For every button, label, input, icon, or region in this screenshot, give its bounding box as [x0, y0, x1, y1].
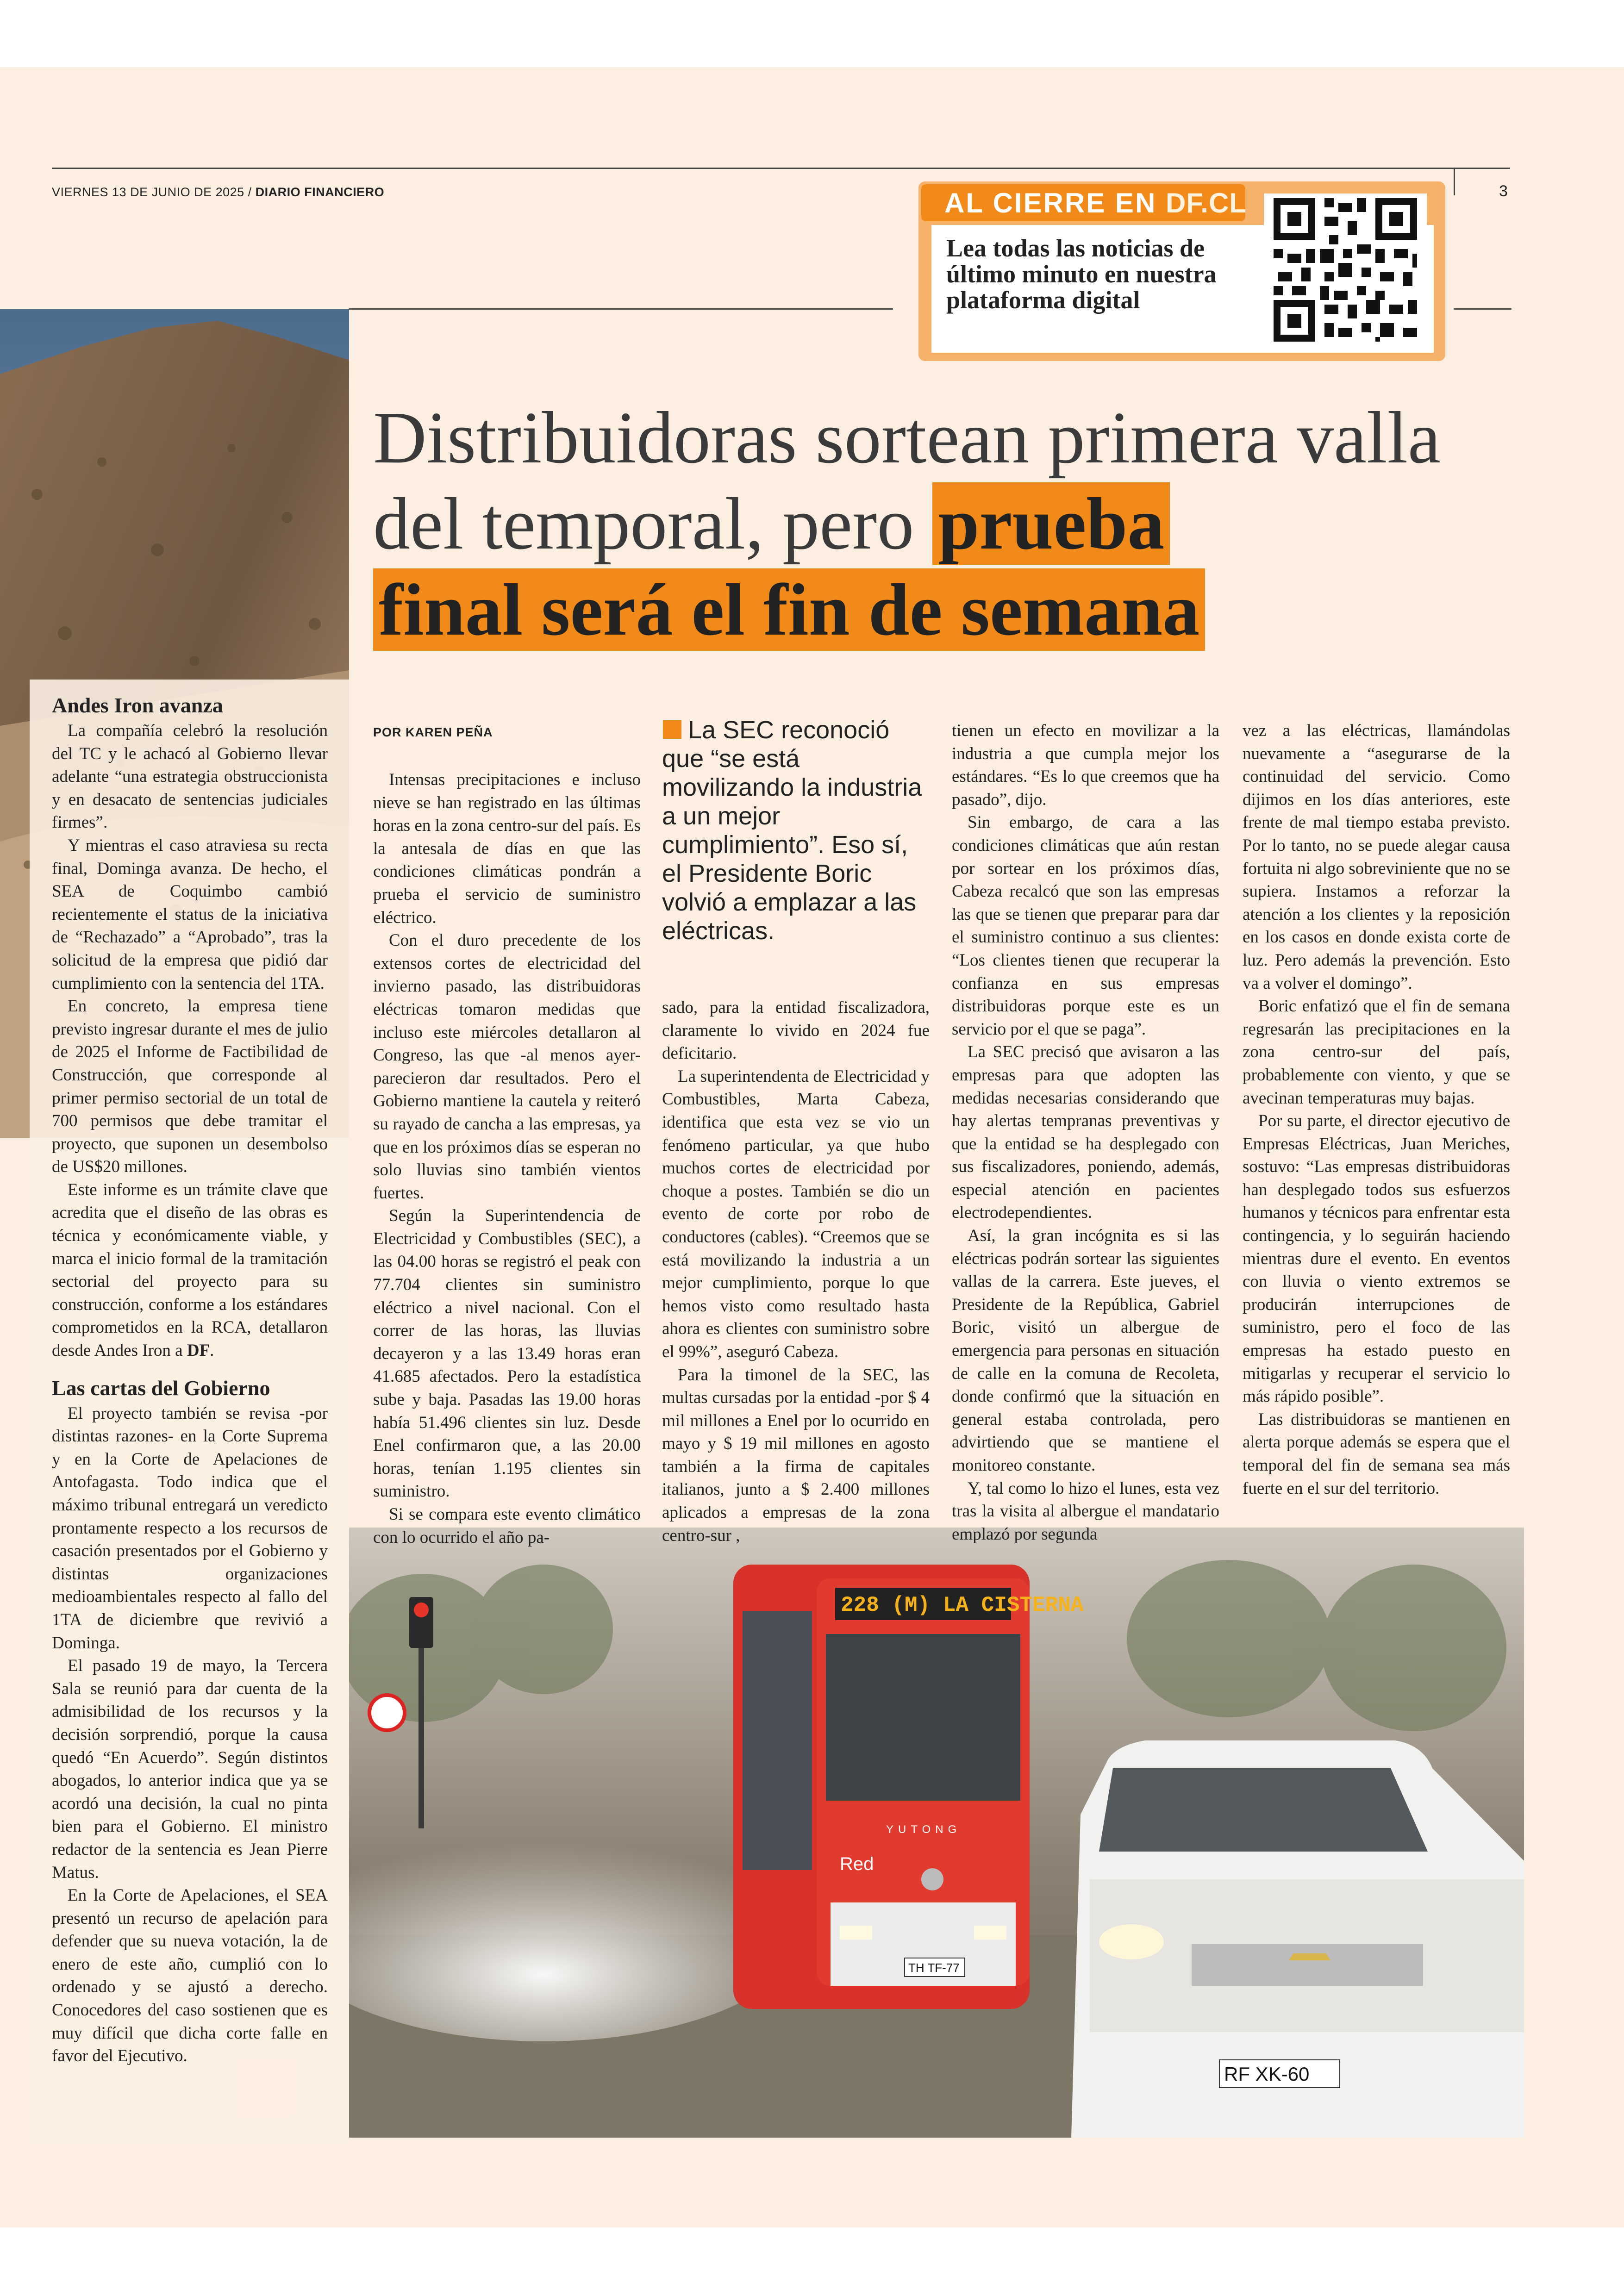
car-plate: RF XK-60: [1224, 2063, 1310, 2085]
qr-code-icon[interactable]: [1264, 193, 1427, 346]
article-paragraph: Para la timonel de la SEC, las multas cursadas por la entidad -por $ 4 mil millones a Enel por lo ocurrido en mayo y $ 19 mil millones en agosto también a la firma de capitales italianos, junto a $ 2.400 millones aplicados a empresas de la zona centro-sur ,: [662, 1365, 930, 1545]
promo-text: Lea todas las noticias de último minuto en nuestra plataforma digital: [946, 234, 1217, 314]
sidebar-paragraph: En concreto, la empresa tiene previsto ingresar durante el mes de julio de 2025 el Informe de Factibilidad de Construcción, que corresponde al primer permiso sectorial de un total de 700 permisos que debe tramitar el proyecto, que suponen un desembolso de US$20 millones.: [52, 997, 328, 1177]
pickup-truck: [1071, 1740, 1524, 2138]
bus-plate: TH TF-77: [908, 1961, 960, 1975]
sidebar-paragraph: El proyecto también se revisa -por distintas razones- en la Corte Suprema y en la Corte de Apelaciones de Antofagasta. Todo indica que el máximo tribunal entregará un veredicto prontamente respecto a los recursos de casación presentados por el Gobierno y distintas organizaciones medioambientales respecto al fallo del 1TA de diciembre que revivió a Dominga.: [52, 1403, 328, 1653]
article-column-4: [1243, 719, 1510, 1500]
bus-brand: YUTONG: [886, 1823, 962, 1836]
page-header-date: [52, 185, 384, 200]
article-paragraph: Así, la gran incógnita es si las eléctricas podrán sortear las siguientes vallas de la carrera. Este jueves, el Presidente de la República, Gabriel Boric, visitó un albergue de emergencia para personas en situación de calle en la comuna de Recoleta, donde confirmó que la situación en general estaba controlada, pero advirtiendo que se mantiene el monitoreo constante.: [952, 1226, 1219, 1475]
sidebar-heading-2: Las cartas del Gobierno: [52, 1376, 270, 1400]
article-paragraph: Sin embargo, de cara a las condiciones climáticas que aún restan por sortear en los próximos días, Cabeza recalcó que son las empresas las que se tienen que preparar para dar el suministro continuo a sus clientes: “Los clientes tienen que recuperar la confianza en sus empresas distribuidoras porque este es un servicio por el que se paga”.: [952, 813, 1219, 1039]
article-paragraph: Intensas precipitaciones e incluso nieve se han registrado en las últimas horas en la zona centro-sur del país. Es la antesala de días en que las condiciones climáticas pondrán a prueba el servicio de suministro eléctrico.: [373, 770, 641, 927]
page-number: 3: [1499, 182, 1508, 200]
page-top-margin: [0, 0, 1624, 67]
header-separator: /: [244, 185, 256, 199]
article-paragraph: Si se compara este evento climático con lo ocurrido el año pa-: [373, 1505, 641, 1547]
promo-left-rule: [349, 308, 893, 310]
header-publication: DIARIO FINANCIERO: [255, 185, 385, 199]
article-paragraph: Las distribuidoras se mantienen en alerta porque además se espera que el temporal del fin de semana sea más fuerte en el sur del territorio.: [1243, 1409, 1510, 1498]
promo-title[interactable]: [944, 187, 1247, 219]
sidebar-paragraph-text: Este informe es un trámite clave que acredita que el diseño de las obras es técnica y económicamente viable, y marca el inicio formal de la tramitación sectorial del proyecto para su construcción, conforme a los estándares comprometidos en la RCA, detallaron desde Andes Iron a: [52, 1180, 328, 1360]
header-rule: [52, 168, 1510, 169]
header-tick: [1454, 168, 1455, 195]
sidebar-paragraph: La compañía celebró la resolución del TC y le achacó al Gobierno llevar adelante “una estrategia obstruccionista y en desacato de sentencias judiciales firmes”.: [52, 721, 328, 832]
sidebar-paragraph-last: Este informe es un trámite clave que acredita que el diseño de las obras es técnica y económicamente viable, y marca el inicio formal de la tramitación sectorial del proyecto para su construcción, conforme a los estándares comprometidos en la RCA, detallaron desde Andes Iron a DF.: [52, 1180, 328, 1360]
bus-rain-photo: [349, 1528, 1524, 2138]
article-column-3: [952, 719, 1219, 1546]
promo-title-prefix: AL CIERRE EN: [944, 187, 1166, 218]
headline-highlight-1: prueba: [932, 482, 1170, 565]
sidebar-paragraph: En la Corte de Apelaciones, el SEA presentó un recurso de apelación para defender que su nueva votación, la de enero de este año, cumplió con lo ordenado y se ajustó a derecho. Conocedores del caso sostienen que es muy difícil que dicha corte falle en favor del Ejecutivo.: [52, 1886, 328, 2066]
article-paragraph: sado, para la entidad fiscalizadora, claramente lo vivido en 2024 fue deficitario.: [662, 998, 930, 1063]
sidebar-paragraph: Y mientras el caso atraviesa su recta final, Dominga avanza. De hecho, el SEA de Coquimbo cambió recientemente el status de la iniciativa de “Rechazado” a “Aprobado”, tras la solicitud de la empresa que pidió dar cumplimiento con la sentencia del 1TA.: [52, 836, 328, 993]
sidebar-df: DF: [187, 1341, 210, 1360]
article-paragraph: La SEC precisó que avisaron a las empresas para que adopten las medidas necesarias considerando que hay alertas tempranas preventivas y que la entidad se ha desplegado con sus fiscalizadores, poniendo, además, especial atención en pacientes electrodependientes.: [952, 1042, 1219, 1222]
bus-route-sign: 228 (M) LA CISTERNA: [841, 1593, 1084, 1617]
pull-quote-text: La SEC reconoció que “se está movilizando la industria a un mejor cumplimiento”. Eso sí, el Presidente Boric volvió a emplazar a las eléctricas.: [662, 716, 922, 945]
article-paragraph: Con el duro precedente de los extensos cortes de electricidad del invierno pasado, las distribuidoras eléctricas tomaron medidas que incluso este miércoles detallaron al Congreso, las que -al menos ayer- parecieron dar resultados. Pero el Gobierno mantiene la cautela y reiteró su rayado de cancha a las empresas, ya que en los próximos días se esperan no solo lluvias sino también vientos fuertes.: [373, 931, 641, 1203]
header-date-text: VIERNES 13 DE JUNIO DE 2025: [52, 185, 244, 199]
article-paragraph: Y, tal como lo hizo el lunes, esta vez tras la visita al albergue el mandatario emplazó por segunda: [952, 1478, 1219, 1544]
article-paragraph: La superintendenta de Electricidad y Combustibles, Marta Cabeza, identifica que esta vez se vio un fenómeno particular, ya que hubo muchos cortes de electricidad por choque a postes. También se dio un evento de corte por robo de conductores (cables). “Creemos que se está movilizando la industria a un mejor cumplimiento, porque lo que hemos visto como resultado hasta ahora es clientes con suministro sobre el 99%”, aseguró Cabeza.: [662, 1066, 930, 1361]
promo-title-brand: DF.CL: [1165, 187, 1247, 218]
article-paragraph: Por su parte, el director ejecutivo de Empresas Eléctricas, Juan Meriches, sostuvo: “Las empresas distribuidoras han desplegado todos sus esfuerzos humanos y técnicos para enfrentar esta contingencia, y lo seguirán haciendo mientras dure el evento. En eventos con lluvia o viento extremos se producirán interrupciones de suministro, pero el foco de las empresas ha estado puesto en mitigarlas y recuperar el servicio lo más rápido posible”.: [1243, 1111, 1510, 1406]
promo-right-rule: [1454, 308, 1512, 310]
pull-quote: [662, 716, 931, 945]
sidebar-column: [52, 692, 328, 2068]
article-paragraph: Según la Superintendencia de Electricidad y Combustibles (SEC), a las 04.00 horas se registró el peak con 77.704 clientes sin suministro eléctrico a nivel nacional. Con el correr de las horas, las lluvias decayeron y a las 13.49 horas eran 41.685 afectados. Pero la estadística sube y baja. Pasadas las 19.00 horas había 51.496 clientes sin luz. Desde Enel confirmaron que, a las 20.00 horas, tenían 1.195 clientes sin suministro.: [373, 1206, 641, 1501]
article-paragraph: tienen un efecto en movilizar a la industria a que cumpla mejor los estándares. “Es lo que creemos que ha pasado”, dijo.: [952, 721, 1219, 809]
headline: [373, 394, 1498, 653]
sidebar-heading-1: Andes Iron avanza: [52, 693, 223, 717]
article-paragraph: Boric enfatizó que el fin de semana regresarán las precipitaciones en la zona centro-sur del país, probablemente con viento, y que se avecinan temperaturas muy bajas.: [1243, 997, 1510, 1108]
headline-highlight-2: final será el fin de semana: [373, 568, 1205, 651]
article-column-2: [662, 996, 930, 1547]
bus-operator: Red: [840, 1854, 874, 1874]
article-column-1: [373, 768, 641, 1549]
sidebar-paragraph: El pasado 19 de mayo, la Tercera Sala se reunió para dar cuenta de la admisibilidad de los recursos y la decisión sorprendió, porque la causa quedó “En Acuerdo”. Según distintos abogados, lo anterior indica que ya se acordó una decisión, la cual no pinta bien para el Gobierno. El ministro redactor de la sentencia es Jean Pierre Matus.: [52, 1656, 328, 1882]
page-bottom-margin: [0, 2227, 1624, 2295]
byline: POR KAREN PEÑA: [373, 725, 493, 739]
article-paragraph: vez a las eléctricas, llamándolas nuevamente a “asegurarse de la continuidad del servicio. Como dijimos en los días anteriores, este frente de mal tiempo estaba previsto. Por lo tanto, no se puede alegar causa fortuita ni algo sobreviniente que no se supiera. Instamos a reforzar la atención a los clientes y la reposición en los casos en donde exista corte de luz. Pero además la prevención. Esto va a volver el domingo”.: [1243, 721, 1510, 993]
headline-plain: Distribuidoras sortean primera valla del temporal, pero: [373, 396, 1441, 565]
